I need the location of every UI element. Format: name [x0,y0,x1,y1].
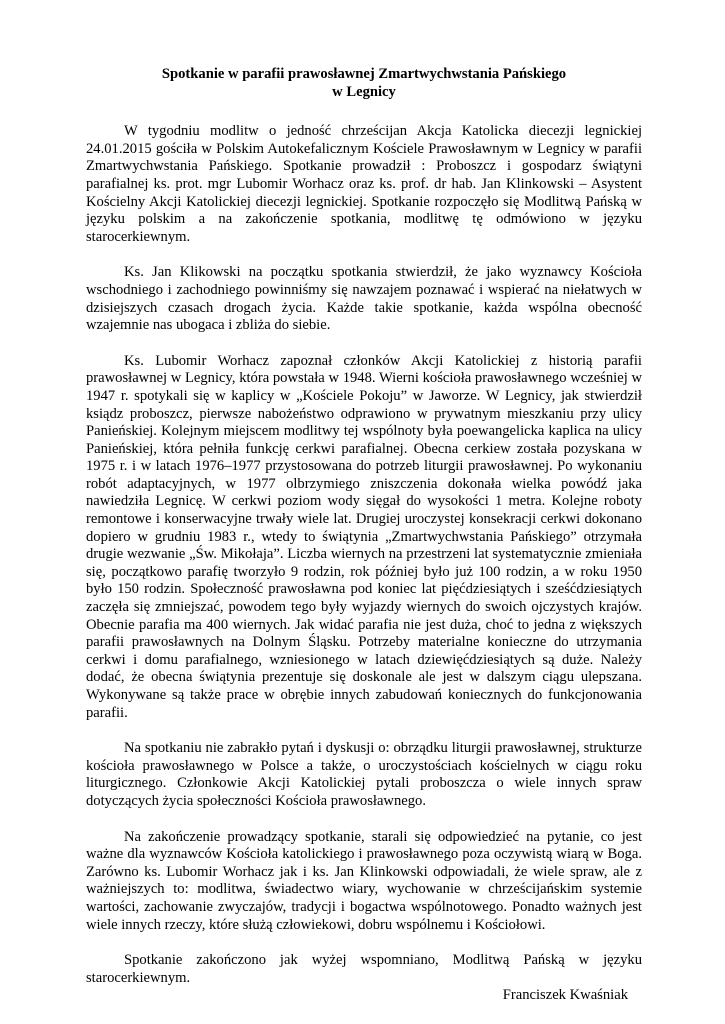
document-page [86,66,642,1005]
paragraph-klinkowski: Ks. Jan Klikowski na początku spotkania stwierdził, że jako wyznawcy Kościoła wschodniego i zachodniego powinniśmy się nawzajem poznawać i wspierać na niełatwych w dzisiejszych czasach drogach życia. Każde takie spotkanie, każda wspólna obecność wzajemnie nas ubogaca i zbliża do siebie. [86,264,642,334]
paragraph-parish-history: Ks. Lubomir Worhacz zapoznał członków Akcji Katolickiej z historią parafii prawosławnej w Legnicy, która powstała w 1948. Wierni kościoła prawosławnego wcześniej w 1947 r. spotykali się w kaplicy w „Kościele Pokoju” w Jaworze. W Legnicy, jak stwierdził ksiądz proboszcz, pierwsze nabożeństwo odprawiono w prywatnym mieszkaniu przy ulicy Panieńskiej. Kolejnym miejscem modlitwy tej wspólnoty była poewangelicka kaplica na ulicy Panieńskiej, która pełniła funkcję cerkwi parafialnej. Obecna cerkiew została pozyskana w 1975 r. i w latach 1976–1977 przystosowana do potrzeb liturgii prawosławnej. Po wykonaniu robót adaptacyjnych, w 1977 olbrzymiego zniszczenia dokonała wielka powódź jaka nawiedziła Legnicę. W cerkwi poziom wody sięgał do wysokości 1 metra. Kolejne roboty remontowe i konserwacyjne trwały wiele lat. Drugiej uroczystej konsekracji cerkwi dokonano dopiero w grudniu 1983 r., wtedy to świątynia „Zmartwychwstania Pańskiego” otrzymała drugie wezwanie „Św. Mikołaja”. Liczba wiernych na przestrzeni lat systematycznie zmieniała się, początkowo parafię tworzyło 9 rodzin, rok później było już 100 rodzin, a w roku 1950 było 150 rodzin. Społeczność prawosławna pod koniec lat pięćdziesiątych i sześćdziesiątych zaczęła się zmniejszać, powodem tego były wyjazdy wiernych do swoich ojczystych krajów. Obecnie parafia ma 400 wiernych. Jak widać parafia nie jest duża, choć to jedna z większych parafii prawosławnych na Dolnym Śląsku. Potrzeby materialne konieczne do utrzymania cerkwi i domu parafialnego, wzniesionego w latach dziewięćdziesiątych są duże. Należy dodać, że obecna świątynia prezentuje się doskonale ale jest w dalszym ciągu ulepszana. Wykonywane są także prace w obrębie innych zabudowań koniecznych do funkcjonowania parafii. [86,352,642,721]
title-line-1: Spotkanie w parafii prawosławnej Zmartwychwstania Pańskiego [161,66,567,82]
paragraph-discussion: Na spotkaniu nie zabrakło pytań i dyskusji o: obrządku liturgii prawosławnej, strukturze kościoła prawosławnego w Polsce a także, o uroczystościach kościelnych w ciągu roku liturgicznego. Członkowie Akcji Katolickiej pytali proboszcza o wiele innych spraw dotyczących życia społeczności Kościoła prawosławnego. [86,740,642,809]
paragraph-conclusion: Na zakończenie prowadzący spotkanie, starali się odpowiedzieć na pytanie, co jest ważne dla wyznawców Kościoła katolickiego i prawosławnego poza oczywistą wiarą w Boga. Zarówno ks. Lubomir Worhacz jak i ks. Jan Klinkowski odpowiadali, że wiele spraw, ale z ważniejszych to: modlitwa, świadectwo wiary, wychowanie w chrześcijańskim systemie wartości, zachowanie zwyczajów, tradycji i bogactwa wspólnotowego. Ponadto ważnych jest wiele innych rzeczy, które służą człowiekowi, dobru wspólnemu i Kościołowi. [86,828,642,933]
title-line-2: w Legnicy [332,83,396,100]
article-body [86,123,642,987]
author-signature: Franciszek Kwaśniak [502,987,628,1004]
paragraph-closing: Spotkanie zakończono jak wyżej wspomniano, Modlitwą Pańską w języku starocerkiewnym. [86,952,642,986]
paragraph-intro: W tygodniu modlitw o jedność chrześcijan Akcja Katolicka diecezji legnickiej 24.01.2015 gościła w Polskim Autokefalicznym Kościele Prawosławnym w Legnicy w parafii Zmartwychwstania Pańskiego. Spotkanie prowadził : Proboszcz i gospodarz świątyni parafialnej ks. prot. mgr Lubomir Worhacz oraz ks. prof. dr hab. Jan Klinkowski – Asystent Kościelny Akcji Katolickiej diecezji legnickiej. Spotkanie rozpoczęło się Modlitwą Pańską w języku polskim a na zakończenie spotkania, modlitwę tę odmówiono w języku starocerkiewnym. [86,123,642,245]
document-title [86,66,642,101]
